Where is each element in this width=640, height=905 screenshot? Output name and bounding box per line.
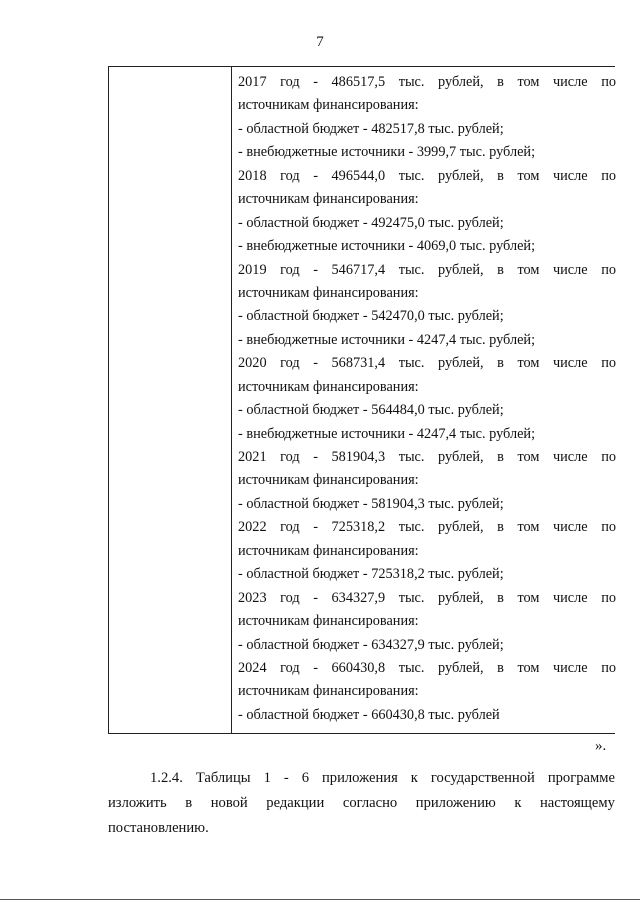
word: - [313, 167, 318, 184]
funding-year-line [238, 657, 616, 680]
word: год [280, 659, 300, 676]
funding-source-line: источникам финансирования: [238, 613, 419, 630]
word: рублей, [438, 449, 484, 465]
word: тыс. [398, 74, 425, 90]
funding-item: - областной бюджет - 725318,2 тыс. рублей; [238, 566, 504, 583]
word: числе [552, 659, 588, 676]
funding-cell [238, 71, 616, 727]
word: в [497, 519, 504, 536]
column-divider [231, 67, 232, 733]
word: по [601, 167, 616, 184]
word: - [313, 74, 318, 90]
word: редакции [266, 795, 325, 811]
word: по [601, 449, 616, 465]
word: - [313, 659, 318, 676]
funding-year-line [238, 352, 616, 375]
word: в [497, 449, 504, 465]
word: - [313, 589, 318, 606]
word: тыс. [398, 167, 425, 184]
word: год [280, 519, 300, 536]
word: 2022 [238, 519, 267, 536]
word: 1 [263, 770, 271, 786]
word: числе [552, 74, 588, 90]
word: тыс. [398, 355, 425, 372]
word: приложению [415, 795, 496, 811]
word: - [313, 261, 318, 278]
word: 2024 [238, 659, 267, 676]
word: по [601, 74, 616, 90]
word: рублей, [438, 167, 484, 184]
word: приложения [321, 770, 398, 786]
funding-item: - областной бюджет - 564484,0 тыс. рублей; [238, 402, 504, 419]
word: 634327,9 [331, 589, 386, 606]
word: по [601, 659, 616, 676]
word: 486517,5 [331, 74, 386, 90]
word: по [601, 589, 616, 606]
word: рублей, [438, 74, 484, 90]
word: 6 [301, 770, 309, 786]
word: настоящему [539, 795, 615, 811]
word: - [313, 519, 318, 536]
word: в [497, 589, 504, 606]
word: том [517, 167, 540, 184]
funding-table [108, 66, 615, 734]
word: числе [552, 167, 588, 184]
word: Таблицы [195, 770, 251, 786]
funding-item: - внебюджетные источники - 4069,0 тыс. рублей; [238, 238, 536, 255]
word: по [601, 355, 616, 372]
word: том [517, 659, 540, 676]
paragraph-line-2 [108, 791, 615, 816]
word: 2023 [238, 589, 267, 606]
funding-item: - областной бюджет - 634327,9 тыс. рублей; [238, 636, 504, 653]
word: в [497, 167, 504, 184]
word: год [280, 167, 300, 184]
word: в [497, 261, 504, 278]
funding-source-line: источникам финансирования: [238, 378, 419, 395]
word: 2017 [238, 74, 267, 90]
word: по [601, 261, 616, 278]
funding-item: - внебюджетные источники - 4247,4 тыс. рублей; [238, 425, 536, 442]
word: тыс. [398, 449, 425, 465]
funding-item: - областной бюджет - 581904,3 тыс. рублей; [238, 495, 504, 512]
word: том [517, 519, 540, 536]
word: 2019 [238, 261, 267, 278]
word: 1.2.4. [150, 770, 183, 786]
word: - [313, 355, 318, 372]
word: том [517, 261, 540, 278]
word: год [280, 355, 300, 372]
funding-item: - внебюджетные источники - 4247,4 тыс. рублей; [238, 331, 536, 348]
word: тыс. [398, 589, 425, 606]
word: 546717,4 [331, 261, 386, 278]
word: том [517, 74, 540, 90]
word: тыс. [398, 261, 425, 278]
funding-year-line [238, 516, 616, 539]
word: том [517, 589, 540, 606]
footer-rule [0, 899, 640, 900]
word: том [517, 355, 540, 372]
word: рублей, [438, 261, 484, 278]
word: 2018 [238, 167, 267, 184]
word: 568731,4 [331, 355, 386, 372]
funding-year-line [238, 71, 616, 94]
word: числе [552, 589, 588, 606]
word: числе [552, 519, 588, 536]
funding-source-line: источникам финансирования: [238, 97, 419, 114]
word: к [514, 795, 522, 811]
word: согласно [342, 795, 398, 811]
word: в [185, 795, 193, 811]
word: в [497, 355, 504, 372]
funding-year-line [238, 446, 616, 469]
word: тыс. [398, 519, 425, 536]
word: год [280, 449, 300, 465]
word: в [497, 74, 504, 90]
word: том [517, 449, 540, 465]
funding-year-line [238, 587, 616, 610]
word: рублей, [438, 355, 484, 372]
word: к [410, 770, 418, 786]
page-number: 7 [316, 34, 324, 50]
word: тыс. [398, 659, 425, 676]
paragraph-line-3: постановлению. [108, 820, 209, 836]
word: числе [552, 261, 588, 278]
word: 660430,8 [331, 659, 386, 676]
funding-year-line [238, 165, 616, 188]
funding-item: - областной бюджет - 492475,0 тыс. рублей; [238, 214, 504, 231]
funding-item: - областной бюджет - 482517,8 тыс. рублей; [238, 120, 504, 137]
word: новой [210, 795, 248, 811]
word: программе [547, 770, 615, 786]
funding-source-line: источникам финансирования: [238, 542, 419, 559]
word: по [601, 519, 616, 536]
word: рублей, [438, 589, 484, 606]
word: числе [552, 449, 588, 465]
word: год [280, 589, 300, 606]
word: 496544,0 [331, 167, 386, 184]
word: - [283, 770, 289, 786]
word: год [280, 261, 300, 278]
word: 2020 [238, 355, 267, 372]
word: числе [552, 355, 588, 372]
closing-quote: ». [595, 738, 607, 754]
word: рублей, [438, 659, 484, 676]
funding-source-line: источникам финансирования: [238, 191, 419, 208]
funding-source-line: источникам финансирования: [238, 683, 419, 700]
word: в [497, 659, 504, 676]
word: год [280, 74, 300, 90]
funding-item: - внебюджетные источники - 3999,7 тыс. рублей; [238, 144, 536, 161]
funding-source-line: источникам финансирования: [238, 472, 419, 489]
word: государственной [430, 770, 535, 786]
word: - [313, 449, 318, 465]
word: 725318,2 [331, 519, 386, 536]
paragraph-line-1 [108, 766, 615, 791]
word: 581904,3 [331, 449, 386, 465]
word: 2021 [238, 449, 267, 465]
funding-item: - областной бюджет - 542470,0 тыс. рублей; [238, 308, 504, 325]
word: рублей, [438, 519, 484, 536]
funding-item: - областной бюджет - 660430,8 тыс. рублей [238, 706, 500, 723]
word: изложить [108, 795, 167, 811]
funding-year-line [238, 259, 616, 282]
amendment-paragraph [108, 766, 615, 839]
funding-source-line: источникам финансирования: [238, 284, 419, 301]
